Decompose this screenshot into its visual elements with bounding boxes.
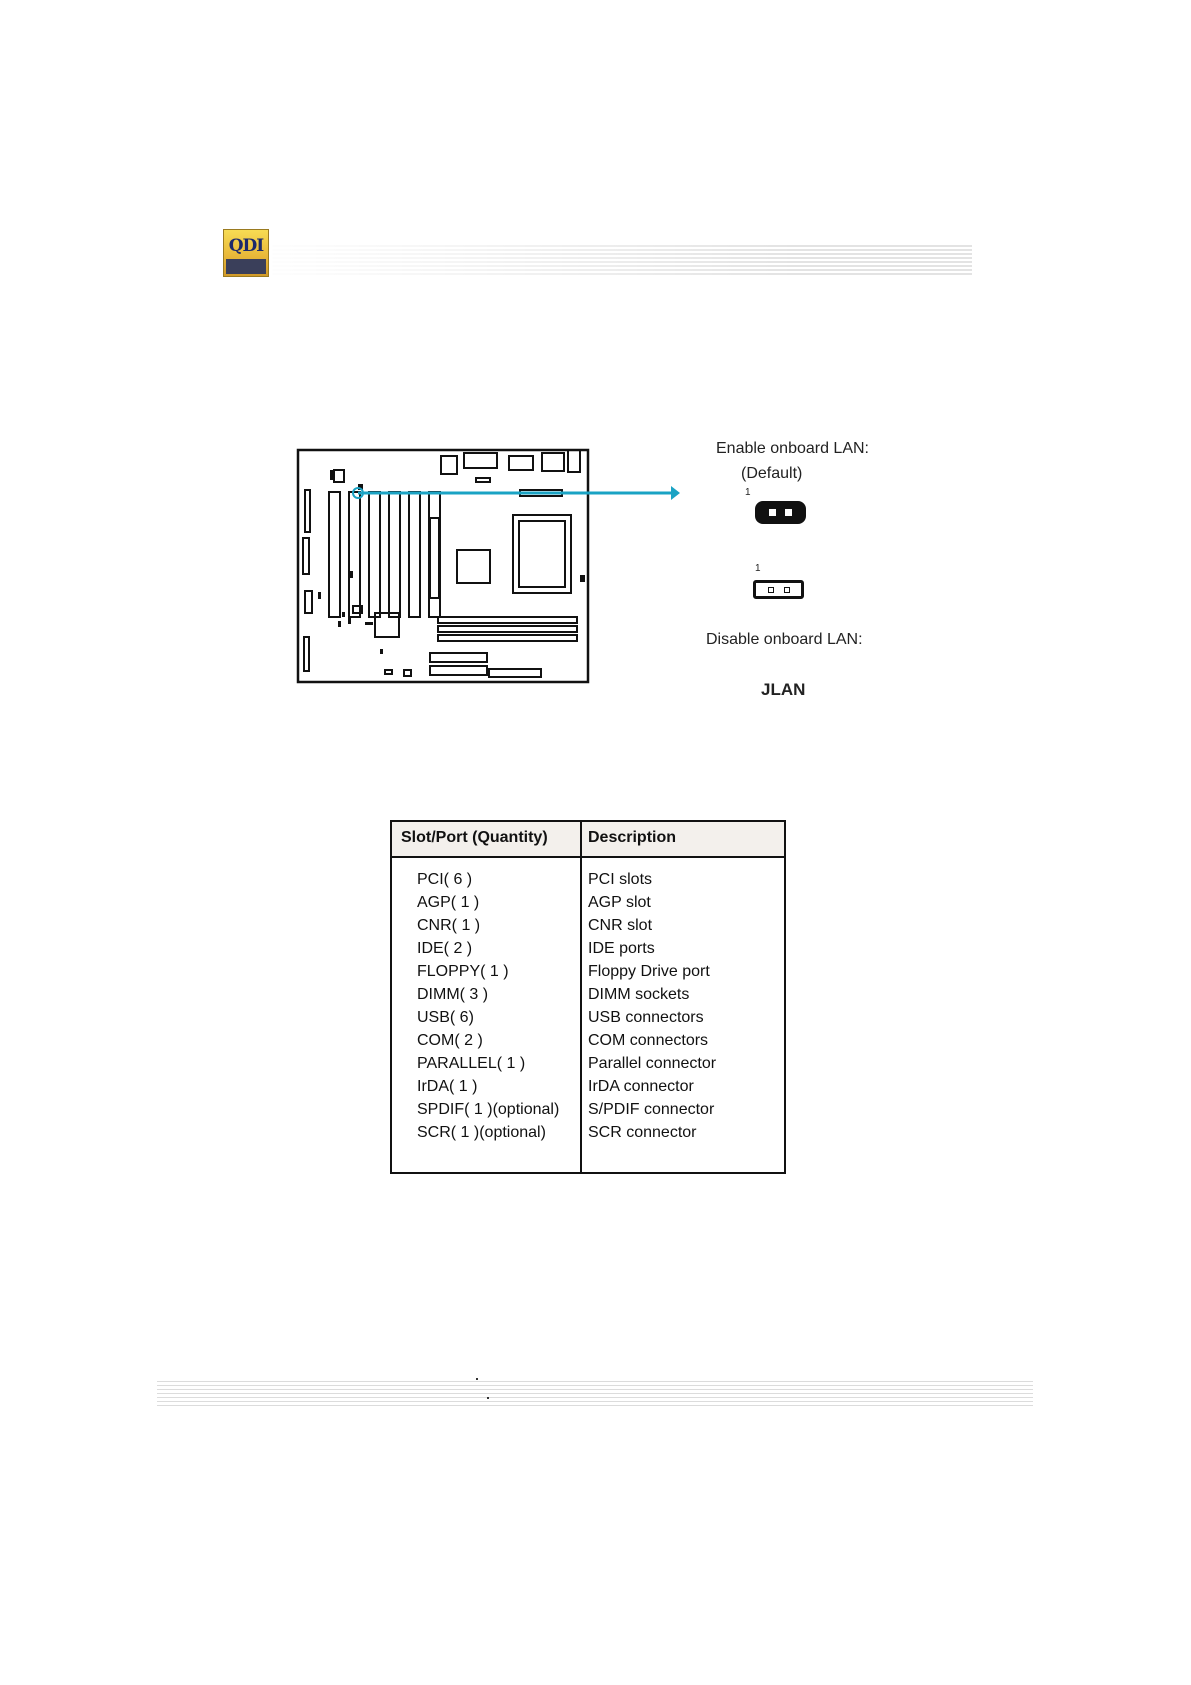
ide-connector (430, 666, 487, 675)
component (380, 649, 383, 654)
slot-cell: AGP( 1 ) (417, 894, 480, 911)
floppy-connector (489, 669, 541, 677)
jumper-pin (768, 587, 774, 593)
slot-cell: SPDIF( 1 )(optional) (417, 1101, 560, 1118)
component (305, 591, 312, 613)
pin1-label: 1 (745, 487, 751, 498)
description-cell: Floppy Drive port (588, 963, 710, 980)
column-divider (580, 822, 582, 1172)
slot (349, 492, 360, 617)
qdi-logo (223, 229, 269, 277)
slot-cell: USB( 6) (417, 1009, 474, 1026)
description-cell: CNR slot (588, 917, 653, 934)
default-label: (Default) (741, 465, 803, 482)
jumper-pin (769, 509, 776, 516)
slot-cell: PCI( 6 ) (417, 871, 473, 888)
dimm-slot (438, 626, 577, 632)
description-cell: DIMM sockets (588, 986, 690, 1003)
jumper-enabled-icon (755, 501, 806, 524)
dimm-slot (438, 617, 577, 623)
port (464, 453, 497, 468)
slot-port-table (390, 820, 786, 1174)
footer-stripe-lines (157, 1381, 1033, 1407)
component (305, 490, 310, 532)
port (509, 456, 533, 470)
board-outline (298, 450, 588, 682)
component (330, 470, 335, 480)
jumper-pin (784, 587, 790, 593)
cpu-inner (519, 521, 565, 587)
ide-connector (430, 653, 487, 662)
header-description: Description (588, 829, 677, 846)
slot (329, 492, 340, 617)
slot-cell: FLOPPY( 1 ) (417, 963, 509, 980)
jumper-pointer-arrow (353, 486, 680, 500)
description-cell: S/PDIF connector (588, 1101, 715, 1118)
footer-mark (476, 1378, 478, 1380)
motherboard-diagram (290, 440, 680, 690)
jumper-pin (785, 509, 792, 516)
component (303, 538, 309, 574)
slot-cell: SCR( 1 )(optional) (417, 1124, 546, 1141)
port (476, 478, 490, 482)
slot-cell: CNR( 1 ) (417, 917, 481, 934)
slot (369, 492, 380, 617)
port (542, 453, 564, 471)
component (342, 612, 345, 617)
component (365, 622, 373, 625)
description-cell: Parallel connector (588, 1055, 717, 1072)
component (318, 592, 321, 599)
slot (389, 492, 400, 617)
jumper-disabled-icon (753, 580, 804, 599)
cpu-socket (513, 515, 571, 593)
slot-cell: IDE( 2 ) (417, 940, 473, 957)
component (385, 670, 392, 674)
slot-cell: PARALLEL( 1 ) (417, 1055, 526, 1072)
enable-lan-label: Enable onboard LAN: (716, 440, 869, 457)
component (404, 670, 411, 676)
description-cell: COM connectors (588, 1032, 709, 1049)
chipset (457, 550, 490, 583)
description-cell: IDE ports (588, 940, 655, 957)
logo-band (226, 259, 266, 274)
disable-lan-label: Disable onboard LAN: (706, 631, 863, 648)
component (580, 575, 585, 582)
port (568, 450, 580, 472)
pin1-label: 1 (755, 563, 761, 574)
slot (409, 492, 420, 617)
port (441, 456, 457, 474)
component (304, 637, 309, 671)
component (338, 621, 341, 627)
footer-mark (487, 1397, 489, 1399)
logo-text: QDI (228, 236, 264, 256)
component (350, 571, 353, 578)
dimm-slot (438, 635, 577, 641)
table-header-row (392, 822, 784, 858)
slot-cell: DIMM( 3 ) (417, 986, 489, 1003)
header-slot-port: Slot/Port (Quantity) (401, 829, 548, 846)
description-cell: AGP slot (588, 894, 651, 911)
description-cell: USB connectors (588, 1009, 704, 1026)
component (334, 470, 344, 482)
component (348, 616, 351, 624)
slot-cell: IrDA( 1 ) (417, 1078, 478, 1095)
description-cell: PCI slots (588, 871, 653, 888)
description-cell: IrDA connector (588, 1078, 694, 1095)
slot-cell: COM( 2 ) (417, 1032, 483, 1049)
header-stripe-fade (272, 245, 972, 277)
description-cell: SCR connector (588, 1124, 697, 1141)
jumper-name: JLAN (761, 680, 806, 699)
agp-slot (430, 518, 439, 598)
